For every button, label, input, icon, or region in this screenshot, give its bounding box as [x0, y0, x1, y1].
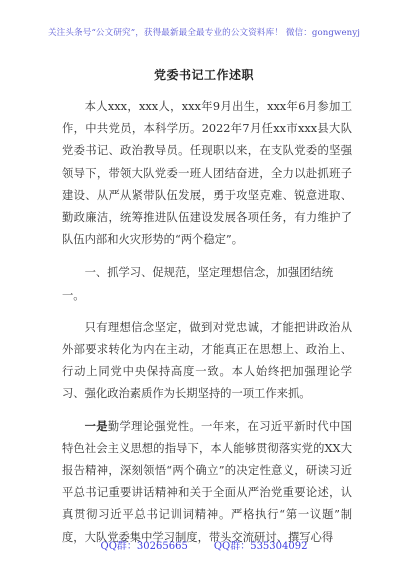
document-title: 党委书记工作述职 [153, 68, 254, 82]
footer-qq-left: QQ群：30265665 [100, 541, 188, 552]
paragraph-study [62, 416, 352, 549]
paragraph-intro: 本人xxx，xxx人，xxx年9月出生，xxx年6月参加工作，中共党员，本科学历。2022年7月任xx市xxx县大队党委书记、政治教导员。任现职以来，在支队党委的坚强领导下，带领大队党委一班人团结奋进，全力以赴抓班子建设、从严从紧带队伍发展，勇于攻坚克难、锐意进取、勤政廉洁，统筹推进队伍建设发展各项任务，有力维护了队伍内部和火灾形势的“两个稳定”。 [62, 100, 352, 247]
lead-label: 一是 [84, 419, 108, 433]
paragraph-theory: 只有理想信念坚定，做到对党忠诚，才能把讲政治从外部要求转化为内在主动，才能真正在思想上、政治上、行动上同党中央保持高度一致。本人始终把加强理论学习、强化政治素质作为长期坚持的一项工作来抓。 [62, 320, 352, 401]
footer-qq-right: QQ群：535304092 [213, 541, 308, 552]
document-body [62, 96, 352, 549]
footer-contacts [0, 537, 408, 552]
header-banner: 关注头条号“公文研究”，获得最新最全最专业的公文资料库！ 微信：gongwenyj [47, 28, 361, 38]
lead-paragraph-text: 勤学理论强党性。一年来，在习近平新时代中国特色社会主义思想的指导下，本人能够贯彻落实党的XX大报告精神，深刻领悟“两个确立”的决定性意义，研读习近平总书记重要讲话精神和关于全面从严治党重要论述，认真贯彻习近平总书记训词精神。严格执行“第一议题”制度，大队党委集中学习制度，带头交流研讨、撰写心得 [62, 419, 352, 544]
section-heading-1: 一、抓学习、促规范，坚定理想信念，加强团结统一。 [62, 266, 334, 302]
